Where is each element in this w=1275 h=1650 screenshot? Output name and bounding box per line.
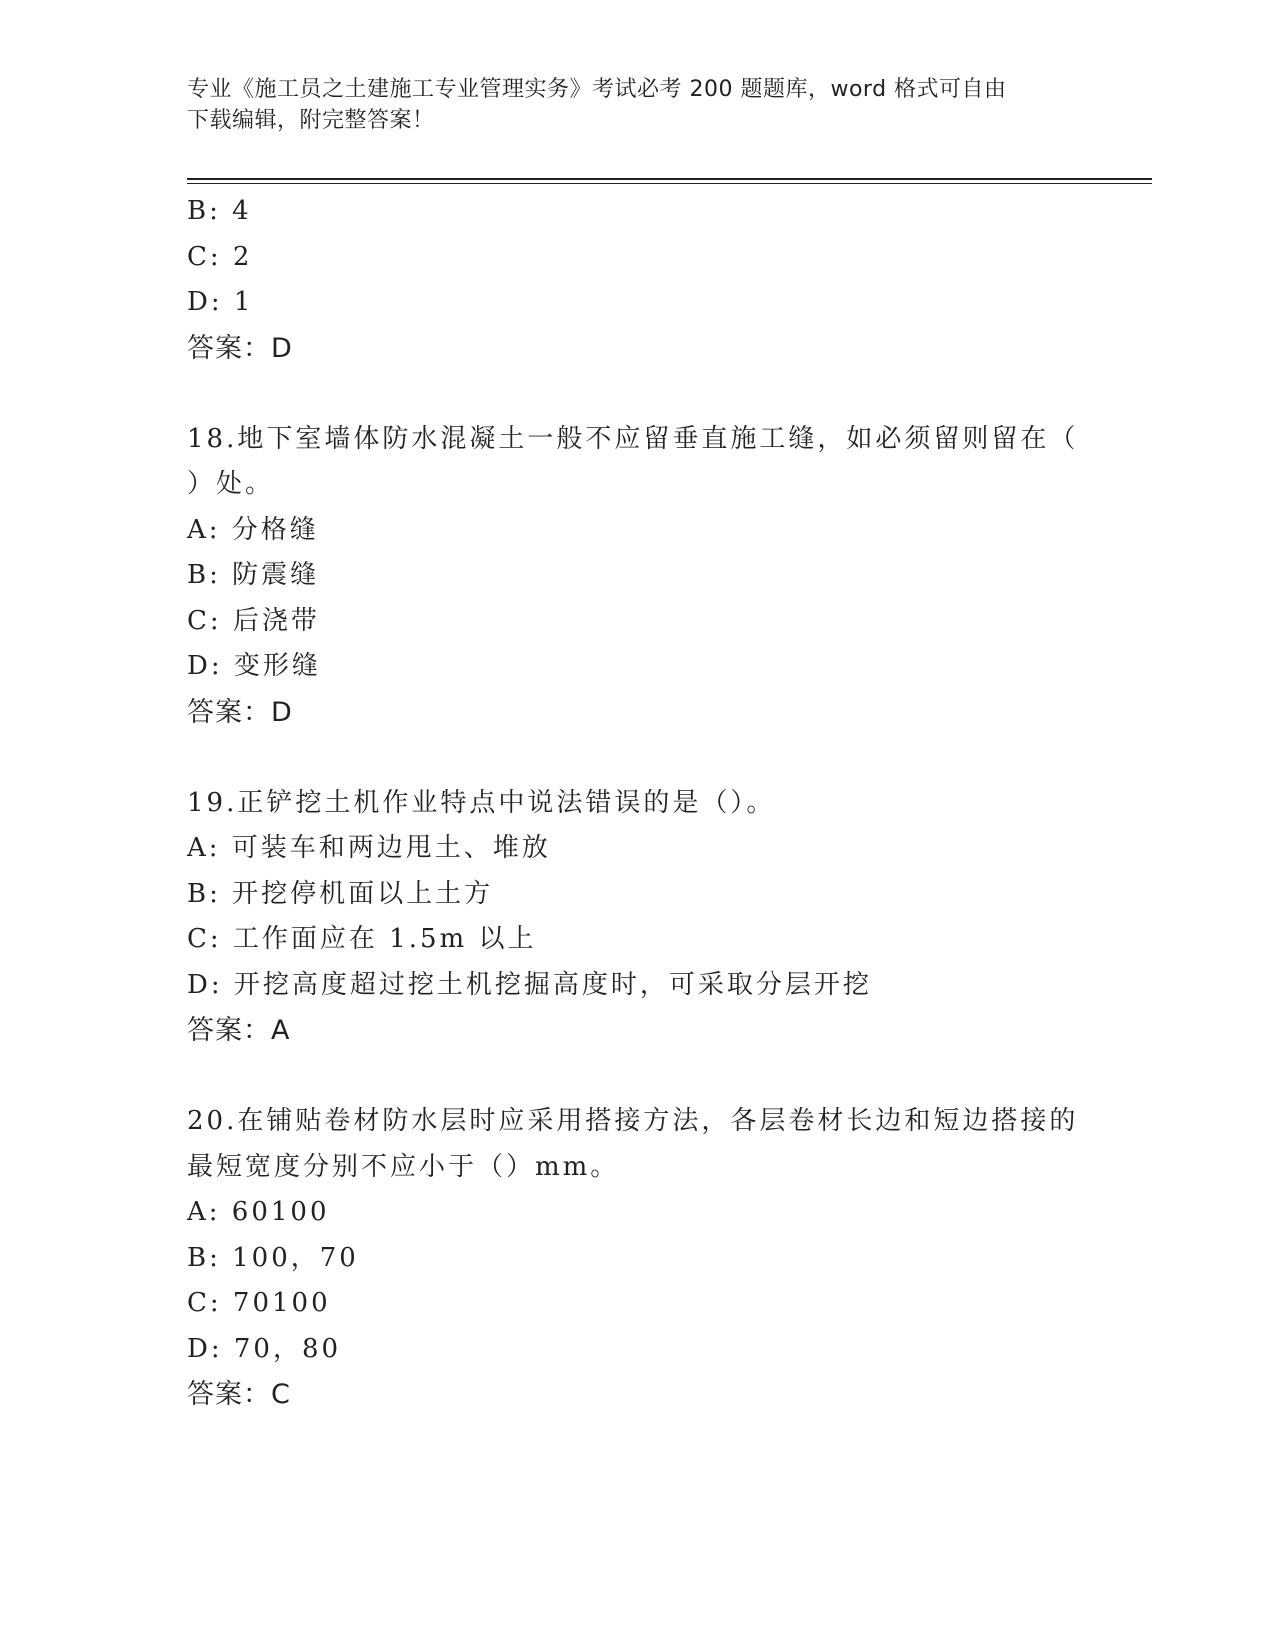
- header-line-2: 下载编辑，附完整答案！: [187, 108, 435, 133]
- option-c: C: 后浇带: [187, 605, 320, 636]
- option-c: C: 工作面应在 1.5m 以上: [187, 924, 537, 954]
- question-stem-line: 20.在铺贴卷材防水层时应采用搭接方法，各层卷材长边和短边搭接的: [187, 1106, 1079, 1136]
- option-d: D: 变形缝: [187, 651, 321, 681]
- option-a: A: 60100: [187, 1197, 330, 1227]
- answer-line: 答案：A: [187, 1015, 291, 1046]
- option-b: B: 开挖停机面以上土方: [187, 878, 494, 909]
- answer-line: 答案：C: [187, 1379, 291, 1410]
- header-divider-thin: [187, 183, 1152, 184]
- question-stem-line: 最短宽度分别不应小于（）mm。: [187, 1151, 620, 1182]
- option-b: B: 防震缝: [187, 560, 320, 590]
- question-19: [187, 781, 1087, 1054]
- question-18: [187, 417, 1087, 736]
- option-b: B: 100，70: [187, 1242, 359, 1273]
- option-b: B: 4: [187, 196, 252, 226]
- spacer: [187, 371, 1087, 417]
- option-d: D: 开挖高度超过挖土机挖掘高度时，可采取分层开挖: [187, 969, 872, 1000]
- question-20: [187, 1099, 1087, 1418]
- option-c: C: 70100: [187, 1288, 331, 1318]
- option-a: A: 可装车和两边甩土、堆放: [187, 833, 551, 863]
- header-line-1: 专业《施工员之土建施工专业管理实务》考试必考 200 题题库，word 格式可自由: [187, 77, 1007, 102]
- option-d: D: 1: [187, 287, 254, 317]
- question-stem-line: 19.正铲挖土机作业特点中说法错误的是（）。: [187, 787, 776, 818]
- option-c: C: 2: [187, 241, 253, 272]
- question-stem-line: 18.地下室墙体防水混凝土一般不应留垂直施工缝，如必须留则留在（: [187, 423, 1079, 454]
- header-divider-thick: [187, 178, 1152, 180]
- option-a: A: 分格缝: [187, 514, 319, 545]
- answer-line: 答案：D: [187, 332, 293, 364]
- spacer: [187, 1054, 1087, 1100]
- question-list: [187, 189, 1087, 1418]
- question-stem-line: ）处。: [187, 469, 275, 499]
- answer-line: 答案：D: [187, 696, 293, 728]
- option-d: D: 70，80: [187, 1333, 342, 1364]
- document-header: [187, 74, 1067, 136]
- question-17-continued: [187, 189, 1087, 371]
- spacer: [187, 735, 1087, 781]
